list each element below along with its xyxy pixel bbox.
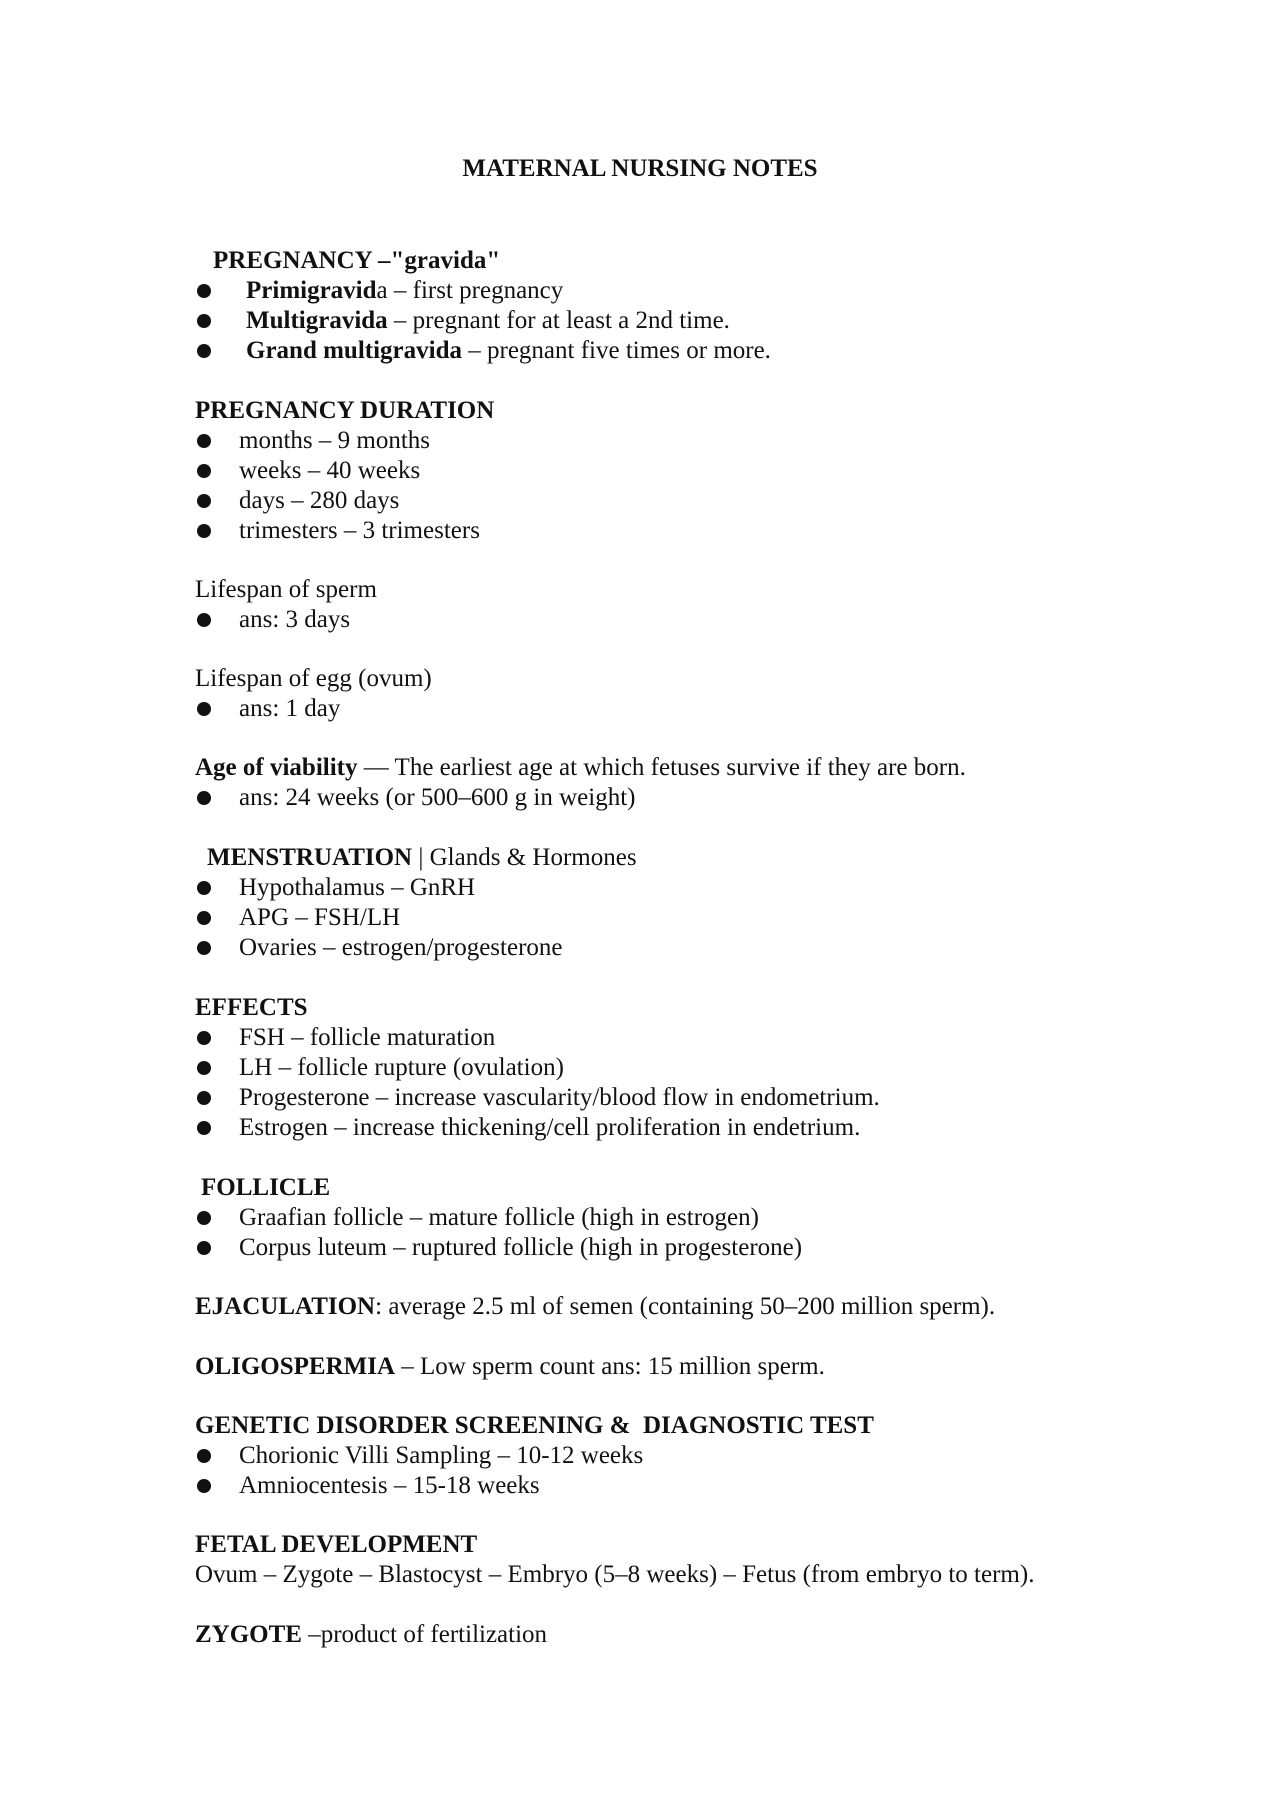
list-item [195,1023,1195,1053]
list-item [195,694,1195,724]
list-item [195,1471,1195,1501]
list-item-text: Estrogen – increase thickening/cell proliferation in endetrium. [239,1114,861,1141]
list-item-text: months – 9 months [239,427,430,454]
follicle-section [195,1173,1195,1263]
follicle-heading: FOLLICLE [201,1174,331,1201]
bullet-icon [197,1061,211,1075]
definition: – pregnant for at least a 2nd time. [387,307,730,334]
list-item-text: ans: 24 weeks (or 500–600 g in weight) [239,784,636,811]
list-item [195,605,1195,635]
term: Grand multigravida [246,337,462,364]
list-item-text: Chorionic Villi Sampling – 10-12 weeks [239,1442,644,1469]
list-item [195,1203,1195,1233]
list-item-text: Ovaries – estrogen/progesterone [239,934,563,961]
bullet-icon [197,314,211,328]
term: Age of viability [195,754,358,781]
pregnancy-section [195,246,1195,366]
bullet-icon [197,911,211,925]
pregnancy-heading: PREGNANCY –"gravida" [213,247,501,274]
bullet-icon [197,464,211,478]
list-item [195,1083,1195,1113]
bullet-icon [197,1241,211,1255]
bullet-icon [197,613,211,627]
list-item-text: weeks – 40 weeks [239,457,421,484]
list-item [195,486,1195,516]
list-item-text: Progesterone – increase vascularity/blood flow in endometrium. [239,1084,880,1111]
bullet-icon [197,344,211,358]
zygote-line [195,1620,1195,1650]
list-item [195,456,1195,486]
bullet-icon [197,434,211,448]
subtitle: | Glands & Hormones [412,844,637,871]
list-item-text: trimesters – 3 trimesters [239,517,480,544]
genetic-heading: GENETIC DISORDER SCREENING & DIAGNOSTIC TEST [195,1412,874,1439]
list-item-text: ans: 3 days [239,606,351,633]
list-item [195,933,1195,963]
definition: – Low sperm count ans: 15 million sperm. [395,1353,825,1380]
effects-section [195,993,1195,1143]
definition: – pregnant five times or more. [462,337,771,364]
fetal-section [195,1530,1195,1590]
duration-heading: PREGNANCY DURATION [195,397,495,424]
bullet-icon [197,1031,211,1045]
ejaculation-line [195,1292,1195,1322]
list-item-text: Amniocentesis – 15-18 weeks [239,1472,540,1499]
bullet-icon [197,881,211,895]
effects-heading: EFFECTS [195,994,308,1021]
list-item-text: FSH – follicle maturation [239,1024,496,1051]
bullet-icon [197,284,211,298]
term: Primigravid [246,277,377,304]
viability-section [195,753,1195,813]
list-item-text: Graafian follicle – mature follicle (high in estrogen) [239,1204,759,1231]
term: OLIGOSPERMIA [195,1353,396,1380]
bullet-icon [197,1121,211,1135]
list-item-text: LH – follicle rupture (ovulation) [239,1054,564,1081]
ejaculation-section [195,1292,1195,1322]
oligospermia-section [195,1352,1195,1382]
definition: a – first pregnancy [376,277,564,304]
list-item [195,426,1195,456]
list-item [195,1441,1195,1471]
bullet-icon [197,494,211,508]
fetal-text: Ovum – Zygote – Blastocyst – Embryo (5–8 weeks) – Fetus (from embryo to term). [195,1561,1035,1588]
viability-line [195,753,1195,783]
menstruation-heading [195,843,1195,873]
bullet-icon [197,702,211,716]
list-item [195,783,1195,813]
list-item-text: days – 280 days [239,487,400,514]
list-item [195,276,1195,306]
list-item [195,1113,1195,1143]
bullet-icon [197,1211,211,1225]
term: EJACULATION [195,1293,376,1320]
term: MENSTRUATION [207,844,413,871]
list-item [195,336,1195,366]
definition: –product of fertilization [301,1621,548,1648]
sperm-section [195,575,1195,635]
list-item [195,1233,1195,1263]
menstruation-section [195,843,1195,963]
zygote-section [195,1620,1195,1650]
oligospermia-line [195,1352,1195,1382]
egg-heading: Lifespan of egg (ovum) [195,665,432,692]
bullet-icon [197,1091,211,1105]
list-item [195,516,1195,546]
term: Multigravida [246,307,388,334]
definition: : average 2.5 ml of semen (containing 50–200 million sperm). [375,1293,996,1320]
list-item-text: ans: 1 day [239,695,341,722]
list-item [195,1053,1195,1083]
list-item [195,873,1195,903]
bullet-icon [197,791,211,805]
bullet-icon [197,524,211,538]
bullet-icon [197,1479,211,1493]
definition: — The earliest age at which fetuses survive if they are born. [357,754,966,781]
egg-section [195,664,1195,724]
list-item [195,903,1195,933]
duration-section [195,396,1195,546]
list-item-text: Corpus luteum – ruptured follicle (high in progesterone) [239,1234,803,1261]
sperm-heading: Lifespan of sperm [195,576,377,603]
genetic-section [195,1411,1195,1501]
fetal-heading: FETAL DEVELOPMENT [195,1531,478,1558]
bullet-icon [197,1449,211,1463]
page-title: MATERNAL NURSING NOTES [462,155,818,182]
term: ZYGOTE [195,1621,302,1648]
list-item-text: Hypothalamus – GnRH [239,874,476,901]
list-item-text: APG – FSH/LH [239,904,401,931]
bullet-icon [197,941,211,955]
list-item [195,306,1195,336]
